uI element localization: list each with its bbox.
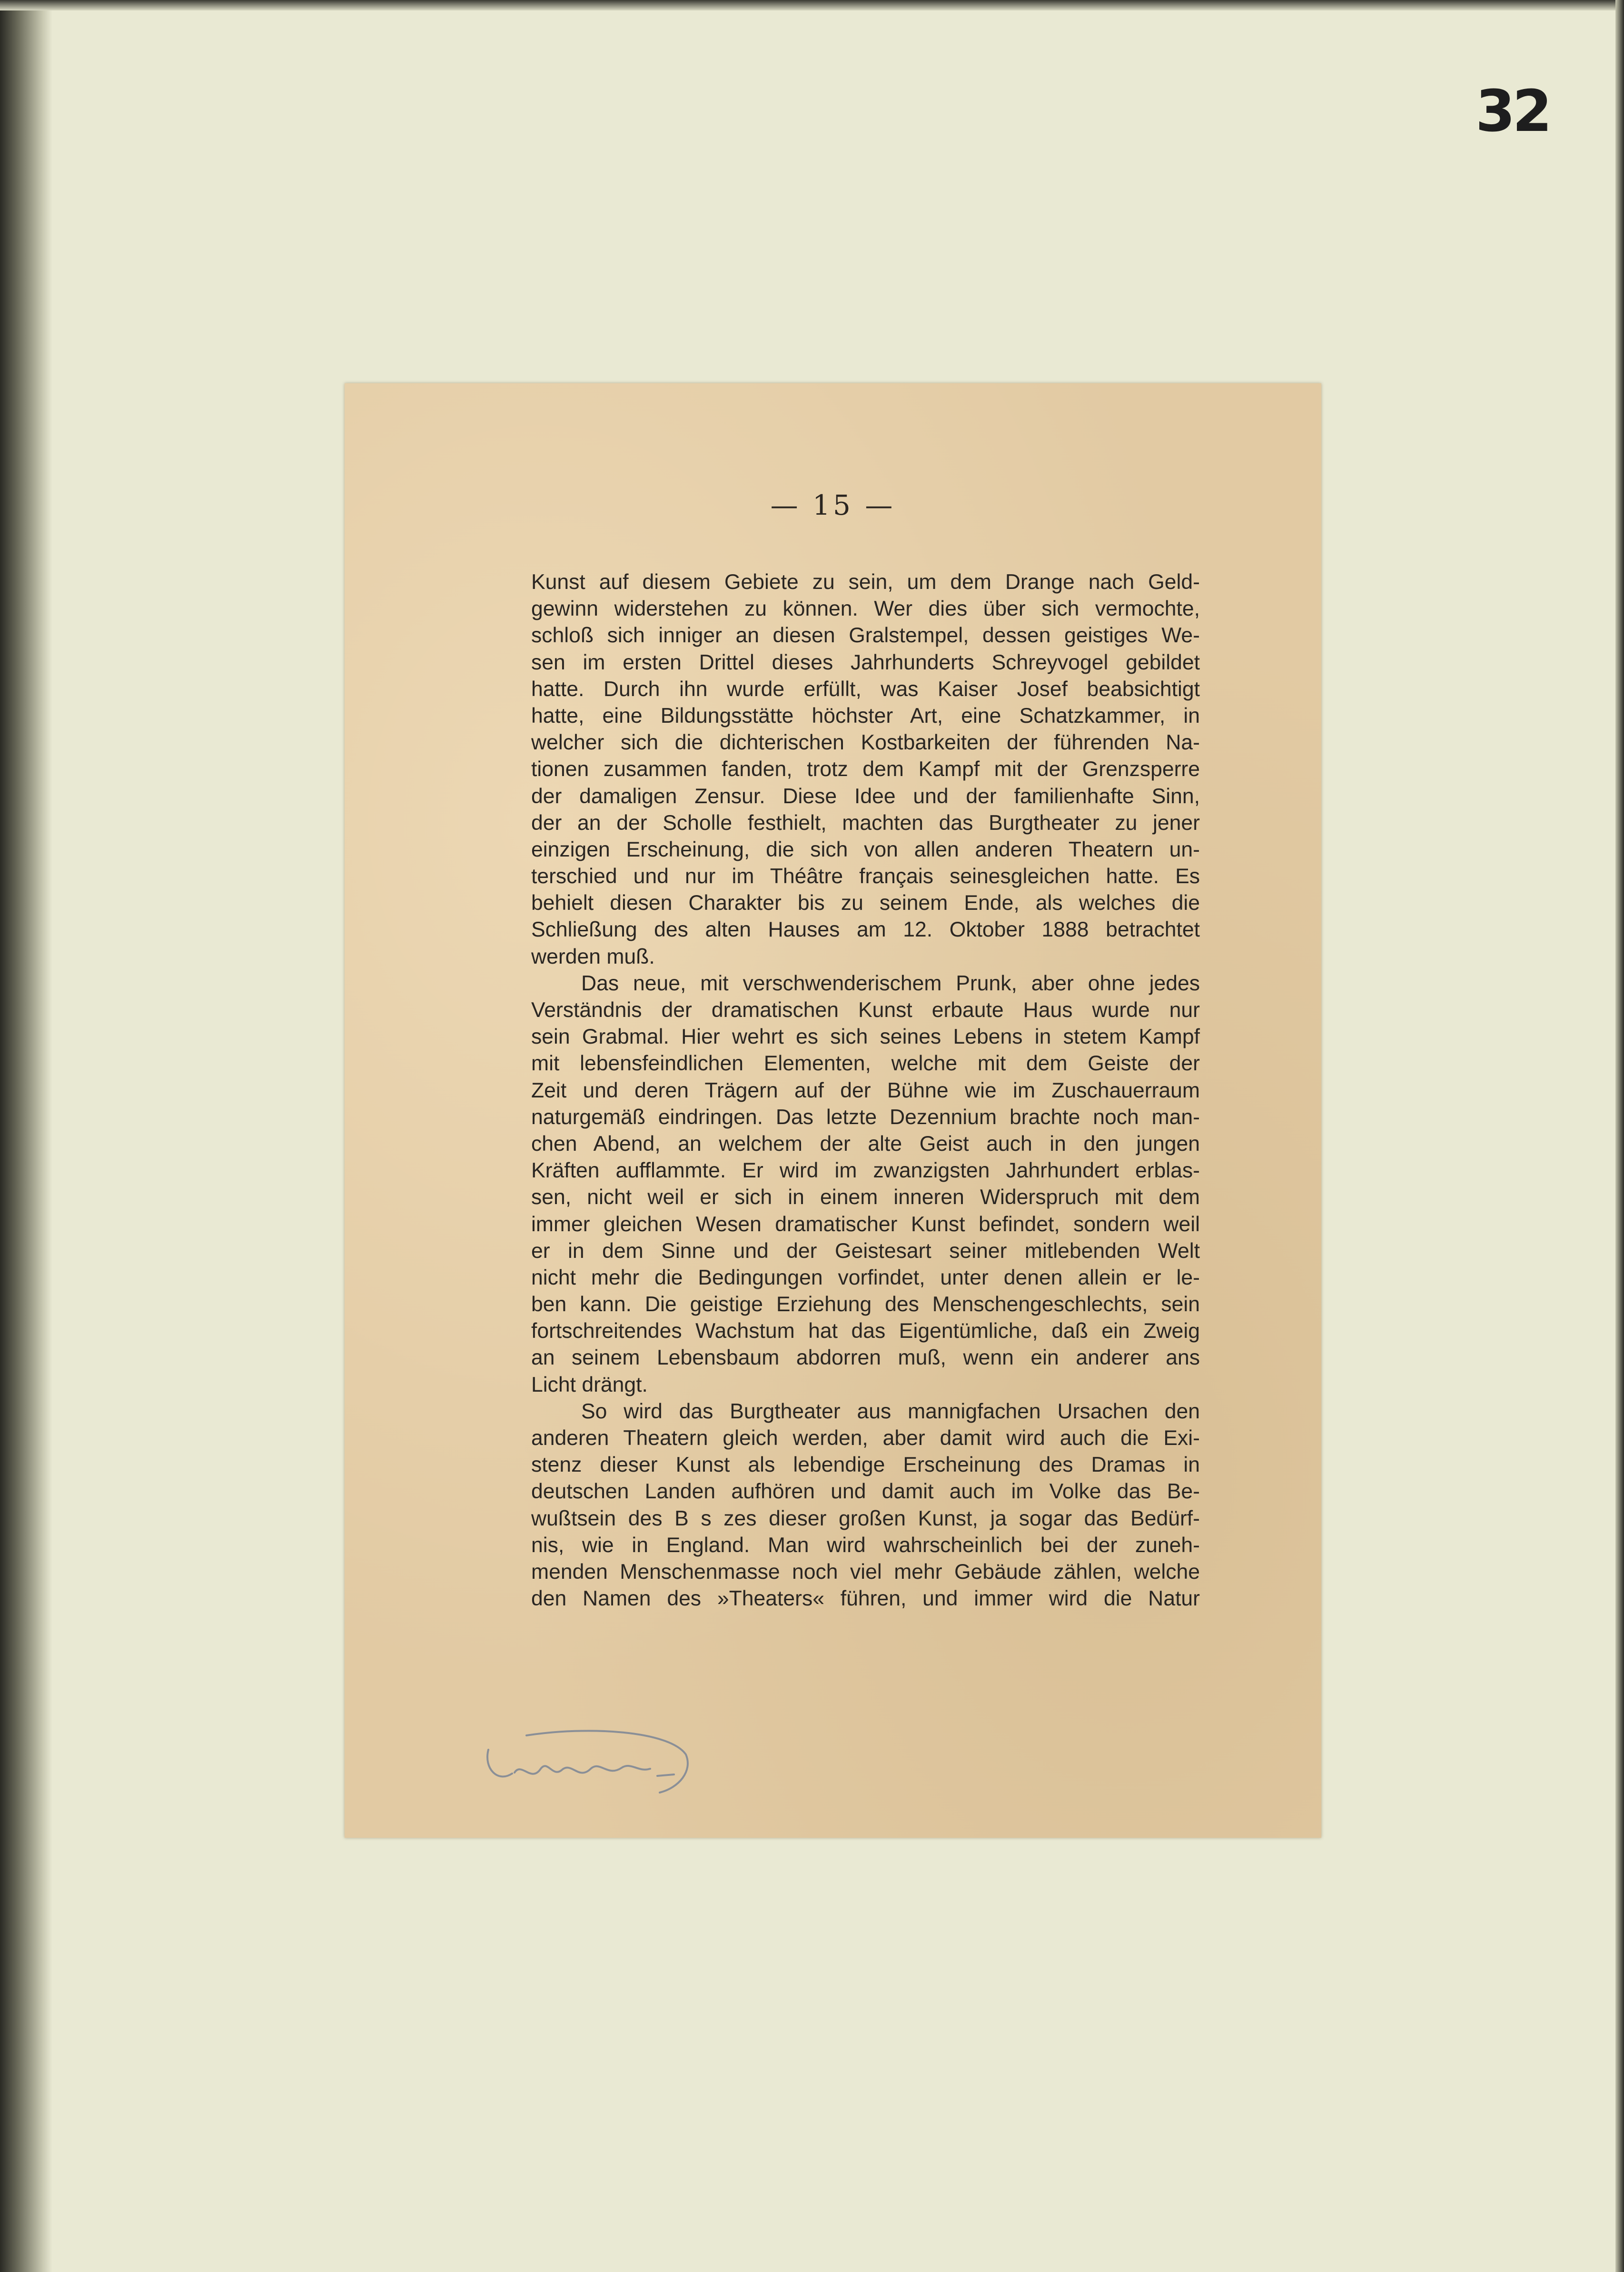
text-line: an seinem Lebensbaum abdorren muß, wenn ein anderer ans bbox=[531, 1346, 1200, 1370]
text-line: hatte, eine Bildungsstätte höchster Art, eine Schatzkammer, in bbox=[531, 704, 1200, 727]
document-sheet bbox=[345, 383, 1321, 1838]
text-line: sein Grabmal. Hier wehrt es sich seines Lebens in stetem Kampf bbox=[531, 1025, 1200, 1049]
text-line: chen Abend, an welchem der alte Geist auch in den jungen bbox=[531, 1132, 1200, 1156]
text-line: den Namen des »Theaters« führen, und immer wird die Natur bbox=[531, 1587, 1200, 1611]
text-line: tionen zusammen fanden, trotz dem Kampf mit der Grenzsperre bbox=[531, 757, 1200, 781]
page-number: — 15 — bbox=[770, 489, 896, 521]
top-edge bbox=[0, 0, 1624, 10]
text-line: sen im ersten Drittel dieses Jahrhunderts Schreyvogel gebildet bbox=[531, 650, 1200, 674]
text-line: naturgemäß eindringen. Das letzte Dezennium brachte noch man- bbox=[531, 1105, 1200, 1129]
text-line: gewinn widerstehen zu können. Wer dies über sich vermochte, bbox=[531, 597, 1200, 621]
annotation-bracket bbox=[526, 1731, 688, 1793]
text-line: der damaligen Zensur. Diese Idee und der familienhafte Sinn, bbox=[531, 784, 1200, 808]
text-line: fortschreitendes Wachstum hat das Eigentümliche, daß ein Zweig bbox=[531, 1319, 1200, 1343]
text-line: Kunst auf diesem Gebiete zu sein, um dem Drange nach Geld- bbox=[531, 570, 1200, 594]
text-line: anderen Theatern gleich werden, aber damit wird auch die Exi- bbox=[531, 1426, 1200, 1450]
text-line: schloß sich inniger an diesen Gralstempel, dessen geistiges We- bbox=[531, 624, 1200, 648]
text-line: immer gleichen Wesen dramatischer Kunst befindet, sondern weil bbox=[531, 1212, 1200, 1236]
text-line: Das neue, mit verschwenderischem Prunk, aber ohne jedes bbox=[581, 971, 1200, 995]
text-line: So wird das Burgtheater aus mannigfachen Ursachen den bbox=[581, 1399, 1200, 1423]
body-text bbox=[531, 569, 1200, 1612]
text-line: werden muß. bbox=[531, 945, 655, 968]
text-line: nis, wie in England. Man wird wahrscheinlich bei der zuneh- bbox=[531, 1533, 1200, 1557]
annotation-dash bbox=[657, 1774, 674, 1776]
handwritten-annotation bbox=[469, 1716, 693, 1802]
text-line: er in dem Sinne und der Geistesart seiner mitlebenden Welt bbox=[531, 1239, 1200, 1263]
text-line: Kräften aufflammte. Er wird im zwanzigsten Jahrhundert erblas- bbox=[531, 1159, 1200, 1183]
text-line: wußtsein des B s zes dieser großen Kunst, ja sogar das Bedürf- bbox=[531, 1506, 1200, 1530]
text-line: Schließung des alten Hauses am 12. Oktober 1888 betrachtet bbox=[531, 918, 1200, 942]
text-line: nicht mehr die Bedingungen vorfindet, unter denen allein er le- bbox=[531, 1266, 1200, 1289]
text-line: stenz dieser Kunst als lebendige Erscheinung des Dramas in bbox=[531, 1453, 1200, 1477]
text-line: Zeit und deren Trägern auf der Bühne wie im Zuschauerraum bbox=[531, 1078, 1200, 1102]
right-edge bbox=[1615, 0, 1624, 2272]
text-line: deutschen Landen aufhören und damit auch im Volke das Be- bbox=[531, 1480, 1200, 1504]
text-line: terschied und nur im Théâtre français seinesgleichen hatte. Es bbox=[531, 865, 1200, 888]
text-line: ben kann. Die geistige Erziehung des Menschengeschlechts, sein bbox=[531, 1293, 1200, 1316]
annotation-stroke bbox=[487, 1750, 650, 1776]
text-line: behielt diesen Charakter bis zu seinem Ende, als welches die bbox=[531, 891, 1200, 915]
text-line: Licht drängt. bbox=[531, 1373, 648, 1396]
text-line: der an der Scholle festhielt, machten das Burgtheater zu jener bbox=[531, 811, 1200, 835]
text-line: hatte. Durch ihn wurde erfüllt, was Kaiser Josef beabsichtigt bbox=[531, 677, 1200, 701]
text-line: Verständnis der dramatischen Kunst erbaute Haus wurde nur bbox=[531, 998, 1200, 1022]
text-line: mit lebensfeindlichen Elementen, welche mit dem Geiste der bbox=[531, 1052, 1200, 1076]
folio-number: 32 bbox=[1475, 79, 1549, 145]
binding-spine bbox=[0, 0, 52, 2272]
text-line: welcher sich die dichterischen Kostbarkeiten der führenden Na- bbox=[531, 731, 1200, 755]
text-line: einzigen Erscheinung, die sich von allen anderen Theatern un- bbox=[531, 837, 1200, 861]
text-line: sen, nicht weil er sich in einem inneren Widerspruch mit dem bbox=[531, 1186, 1200, 1209]
text-line: menden Menschenmasse noch viel mehr Gebäude zählen, welche bbox=[531, 1560, 1200, 1584]
